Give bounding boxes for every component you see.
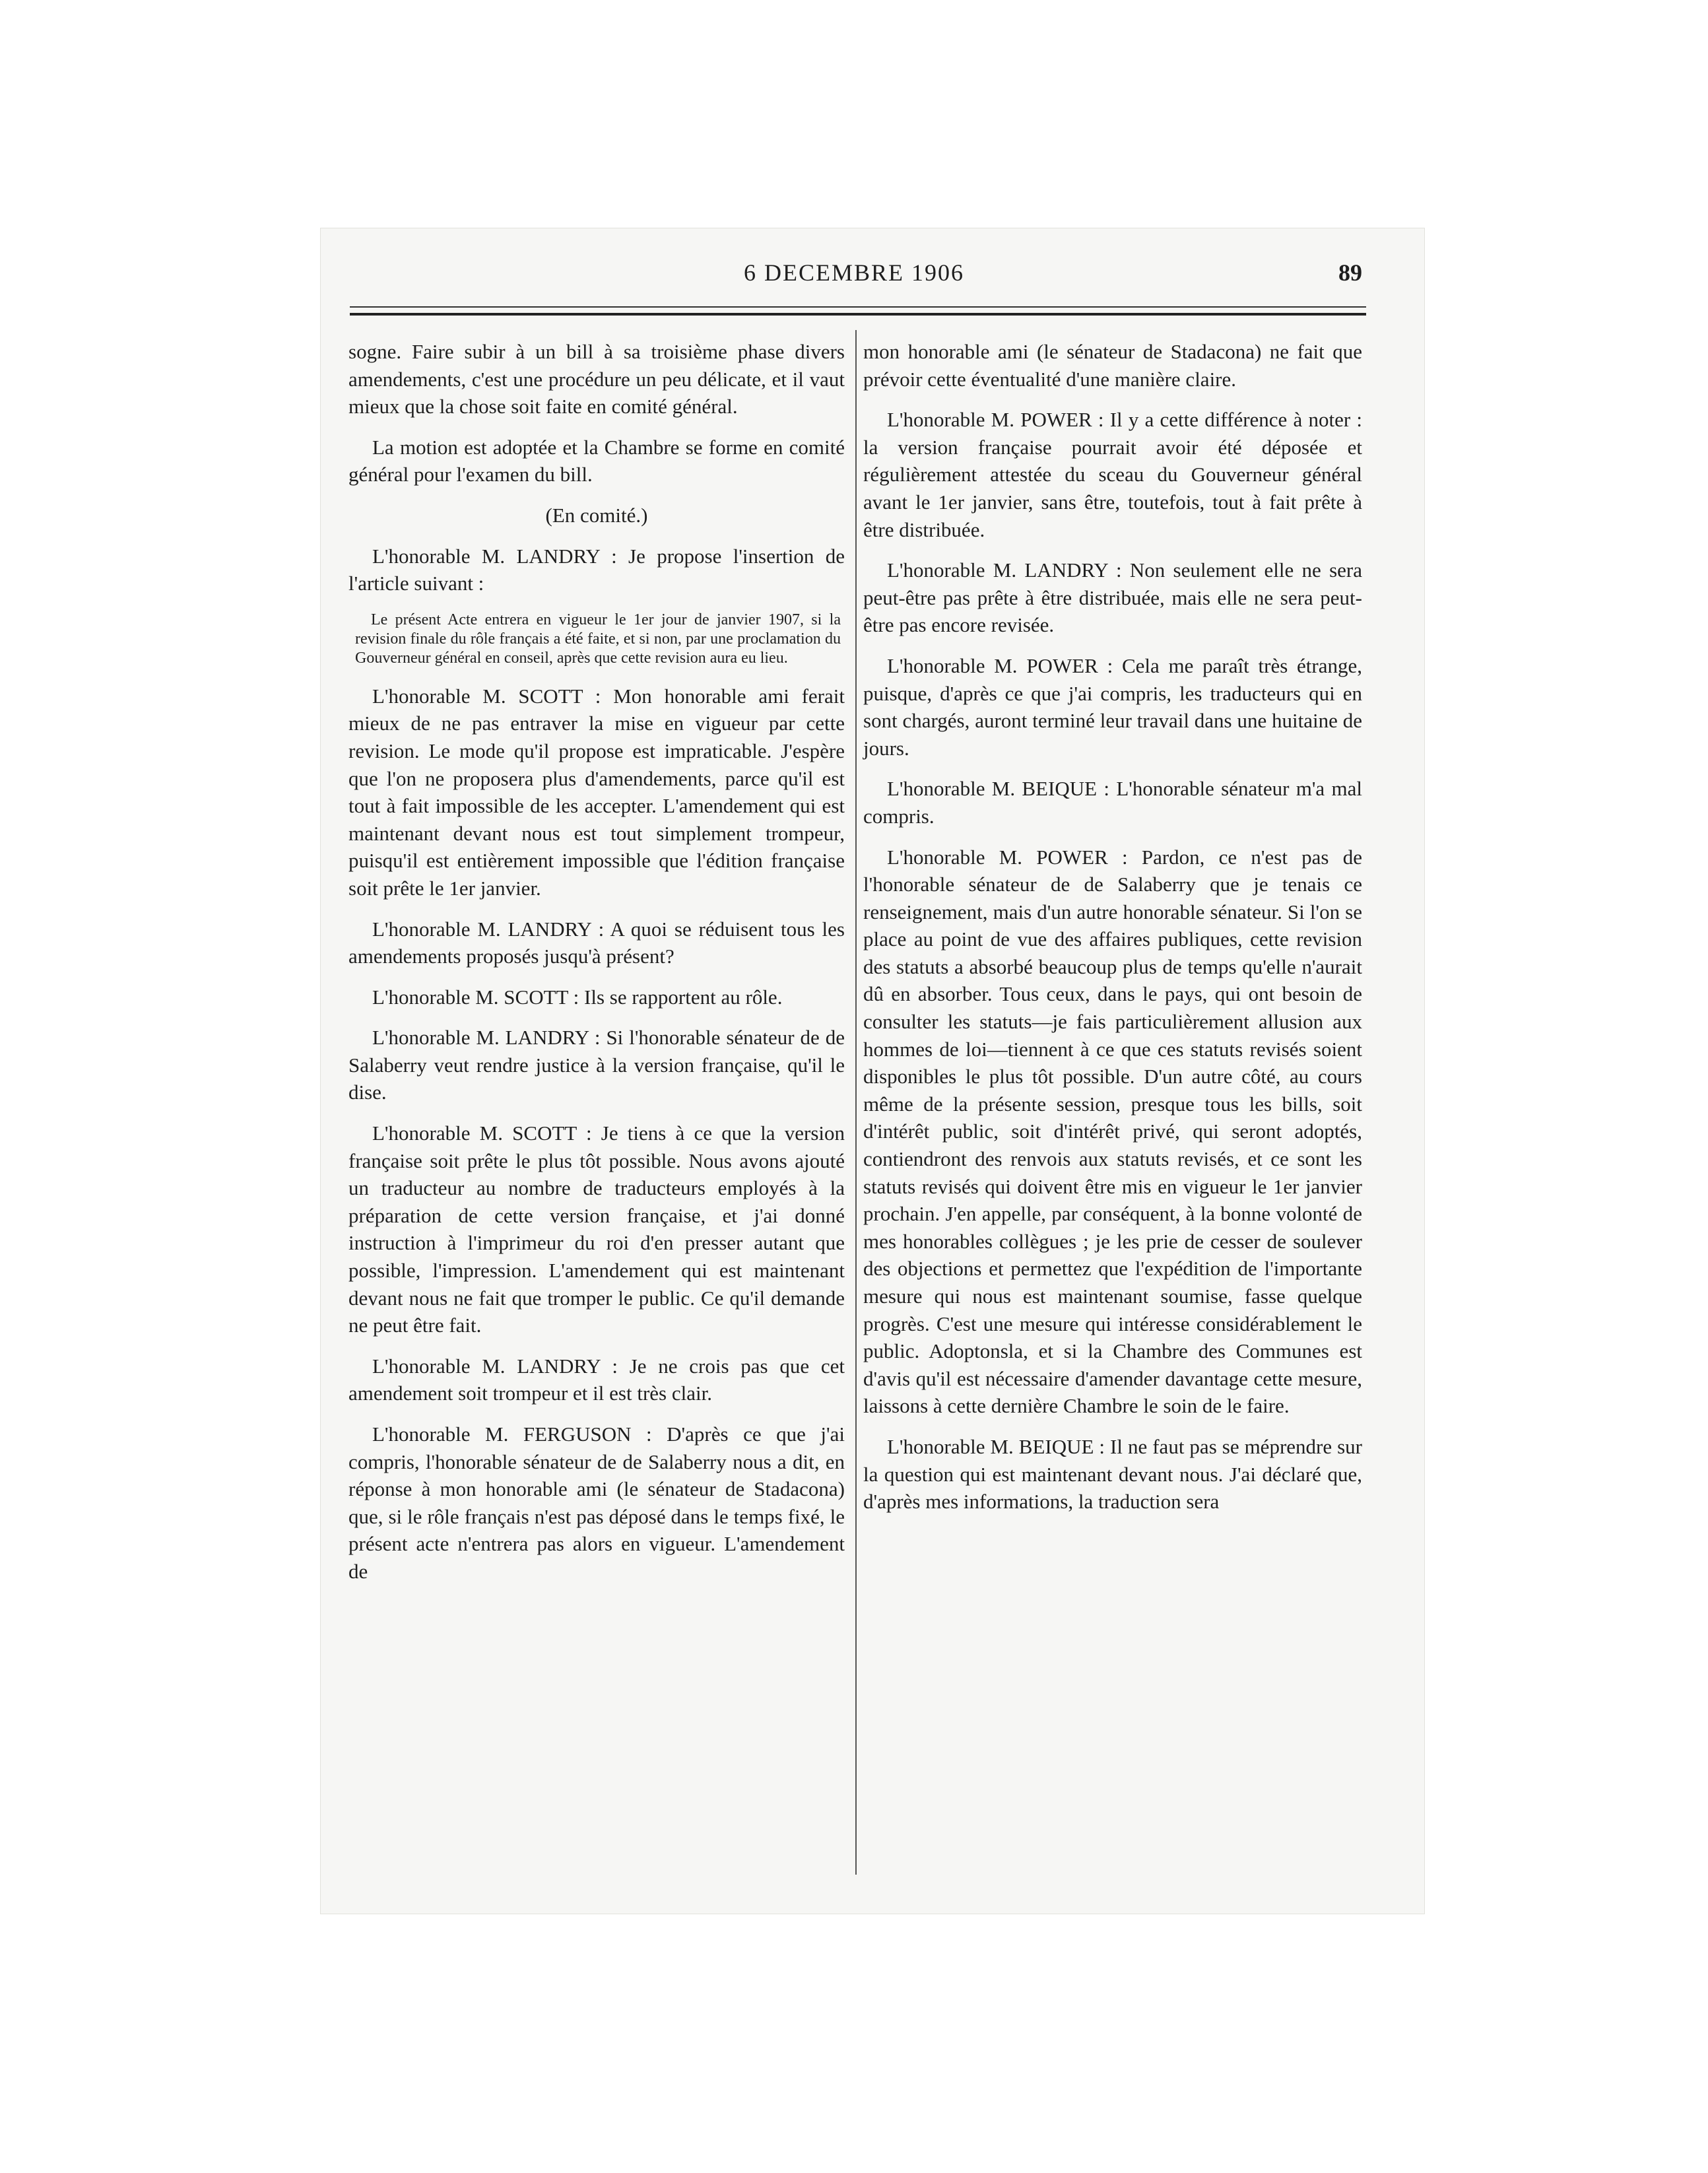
- speaker-paragraph: L'honorable M. LANDRY : A quoi se réduisent tous les amendements proposés jusqu'à présent?: [348, 917, 845, 968]
- column-divider: [855, 330, 857, 1875]
- paragraph: sogne. Faire subir à un bill à sa troisième phase divers amendements, c'est une procédure un peu délicate, et il vaut mieux que la chose soit faite en comité général.: [348, 340, 845, 418]
- speaker-paragraph: L'honorable M. POWER : Cela me paraît très étrange, puisque, d'après ce que j'ai compris, les traducteurs qui en sont chargés, auront terminé leur travail dans une huitaine de jours.: [863, 653, 1362, 760]
- page-date-header: 6 DECEMBRE 1906: [743, 259, 964, 286]
- right-column: [863, 338, 1362, 1529]
- speaker-paragraph: L'honorable M. LANDRY : Si l'honorable sénateur de de Salaberry veut rendre justice à la version française, qu'il le dise.: [348, 1026, 845, 1104]
- speaker-paragraph: L'honorable M. SCOTT : Je tiens à ce que la version française soit prête le plus tôt possible. Nous avons ajouté un traducteur au nombre de traducteurs employés à la préparation de cette version française, et j'ai donné instruction à l'imprimeur du roi d'en presser autant que possible, l'impression. L'amendement qui est maintenant devant nous ne fait que tromper le public. Ce qu'il demande ne peut être fait.: [348, 1121, 845, 1337]
- header-rule: [350, 306, 1366, 316]
- speaker-paragraph: L'honorable M. LANDRY : Je propose l'insertion de l'article suivant :: [348, 544, 845, 595]
- speaker-paragraph: L'honorable M. POWER : Il y a cette différence à noter : la version française pourrait avoir été déposée et régulièrement attestée du sceau du Gouverneur général avant le 1er janvier, sans être, toutefois, tout à fait prête à être distribuée.: [863, 408, 1362, 541]
- speaker-paragraph: L'honorable M. BEIQUE : L'honorable sénateur m'a mal compris.: [863, 777, 1362, 828]
- speaker-paragraph: L'honorable M. POWER : Pardon, ce n'est pas de l'honorable sénateur de de Salaberry que je tenais ce renseignement, mais d'un autre honorable sénateur. Si l'on se place au point de vue des affaires publiques, cette revision des statuts a absorbé beaucoup plus de temps qu'elle n'aurait dû en absorber. Tous ceux, dans le pays, qui ont besoin de consulter les statuts—je fais particulièrement allusion aux hommes de loi—tiennent à ce que ces statuts revisés soient disponibles le plus tôt possible. D'un autre côté, au cours même de la présente session, presque tous les bills, soit d'intérêt public, soit d'intérêt privé, qui seront adoptés, contiendront des renvois aux statuts revisés, et ce sont les statuts revisés qui doivent être mis en vigueur le 1er janvier prochain. J'en appelle, par conséquent, à la bonne volonté de mes honorables collègues ; je les prie de cesser de soulever des objections et permettez que l'expédition de l'importante mesure qui nous est maintenant soumise, fasse quelque progrès. C'est une mesure qui intéresse considérablement le public. Adoptonsla, et si la Chambre des Communes est d'avis qu'il est nécessaire d'amender davantage cette mesure, laissons à cette dernière Chambre le soin de le faire.: [863, 845, 1362, 1418]
- speaker-paragraph: L'honorable M. LANDRY : Je ne crois pas que cet amendement soit trompeur et il est très clair.: [348, 1354, 845, 1405]
- quoted-article: Le présent Acte entrera en vigueur le 1er jour de janvier 1907, si la revision finale du rôle français a été faite, et si non, par une proclamation du Gouverneur général en conseil, après que cette revision aura eu lieu.: [355, 611, 841, 667]
- speaker-paragraph: L'honorable M. SCOTT : Ils se rapportent au rôle.: [372, 985, 783, 1009]
- speaker-paragraph: L'honorable M. BEIQUE : Il ne faut pas se méprendre sur la question qui est maintenant devant nous. J'ai déclaré que, d'après mes informations, la traduction sera: [863, 1434, 1362, 1514]
- speaker-paragraph: L'honorable M. FERGUSON : D'après ce que j'ai compris, l'honorable sénateur de de Salaberry nous a dit, en réponse à mon honorable ami (le sénateur de Stadacona) que, si le rôle français n'est pas déposé dans le temps fixé, le présent acte n'entrera pas alors en vigueur. L'amendement de: [348, 1422, 845, 1583]
- left-column: [348, 338, 845, 1599]
- paragraph: mon honorable ami (le sénateur de Stadacona) ne fait que prévoir cette éventualité d'une manière claire.: [863, 340, 1362, 391]
- speaker-paragraph: L'honorable M. SCOTT : Mon honorable ami ferait mieux de ne pas entraver la mise en vigueur par cette revision. Le mode qu'il propose est impraticable. J'espère que l'on ne proposera plus d'amendements, parce qu'il est tout à fait impossible de les accepter. L'amendement qui est maintenant devant nous est tout simplement trompeur, puisqu'il est entièrement impossible que l'édition française soit prête le 1er janvier.: [348, 684, 845, 900]
- speaker-paragraph: L'honorable M. LANDRY : Non seulement elle ne sera peut-être pas prête à être distribuée, mais elle ne sera peut-être pas encore revisée.: [863, 558, 1362, 637]
- page-number: 89: [1338, 259, 1362, 286]
- section-heading: (En comité.): [545, 503, 648, 527]
- paragraph: La motion est adoptée et la Chambre se forme en comité général pour l'examen du bill.: [348, 435, 845, 486]
